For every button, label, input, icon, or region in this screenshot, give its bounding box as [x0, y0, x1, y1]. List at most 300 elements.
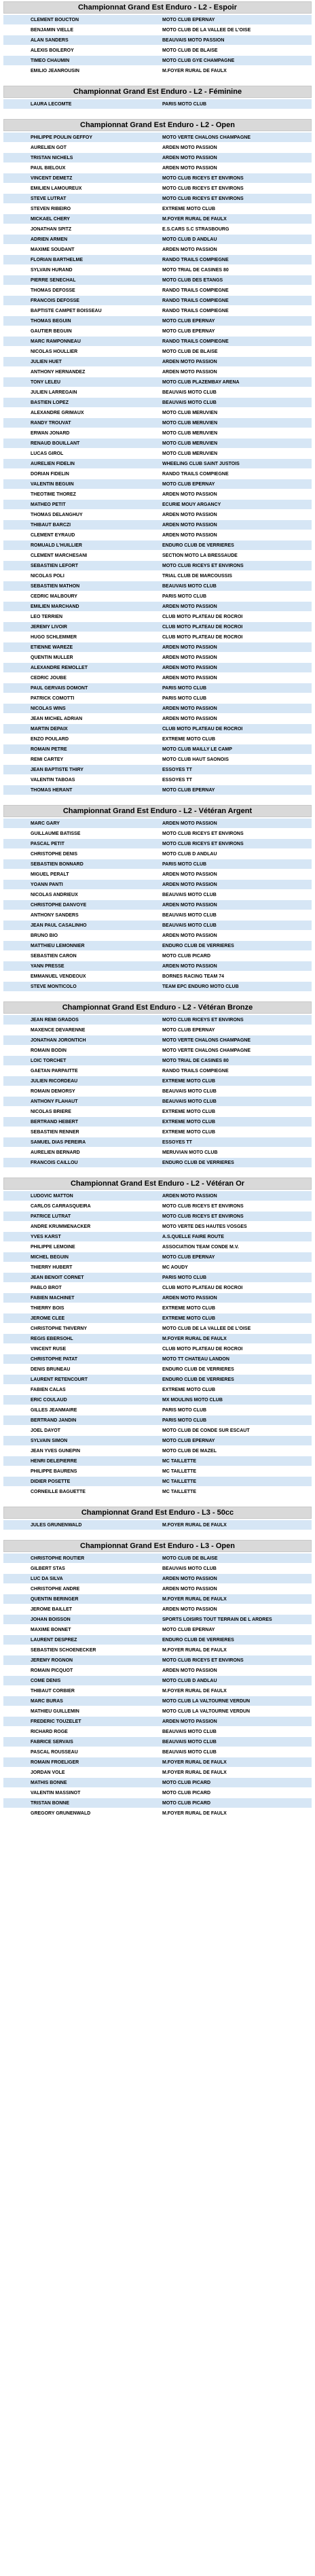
club-name: BEAUVAIS MOTO CLUB [160, 398, 312, 407]
table-row [3, 1242, 312, 1252]
bib-number [3, 428, 28, 438]
club-name: ARDEN MOTO PASSION [160, 530, 312, 540]
table-row [3, 530, 312, 540]
bib-number [3, 1584, 28, 1594]
table-row [3, 1625, 312, 1634]
bib-number [3, 530, 28, 540]
table-row [3, 1584, 312, 1594]
club-name: MC TAILLETTE [160, 1466, 312, 1476]
rider-name: MAXIME BONNET [28, 1625, 160, 1634]
bib-number [3, 1046, 28, 1055]
rider-name: BASTIEN LOPEZ [28, 398, 160, 407]
results-table [3, 1190, 312, 1497]
club-name: M.FOYER RURAL DE FAULX [160, 1334, 312, 1343]
table-row [3, 306, 312, 315]
rider-name: AURELIEN BERNARD [28, 1148, 160, 1157]
club-name: EXTREME MOTO CLUB [160, 1076, 312, 1086]
club-name: PARIS MOTO CLUB [160, 693, 312, 703]
club-name: MOTO CLUB RICEYS ET ENVIRONS [160, 839, 312, 848]
rider-name: MATHIS BONNE [28, 1778, 160, 1787]
rider-name: EMMANUEL VENDEOUX [28, 972, 160, 981]
rider-name: SYLVAIN SIMON [28, 1436, 160, 1445]
bib-number [3, 775, 28, 785]
club-name: MOTO CLUB DE BLAISE [160, 347, 312, 356]
table-row [3, 66, 312, 75]
club-name: ARDEN MOTO PASSION [160, 1604, 312, 1614]
table-row [3, 439, 312, 448]
bib-number [3, 1655, 28, 1665]
club-name: A.S.QUELLE FAIRE ROUTE [160, 1232, 312, 1241]
rider-name: LAURENT DESPREZ [28, 1635, 160, 1645]
rider-name: JULES GRUNENWALD [28, 1520, 160, 1530]
rider-name: STEVE MONTICOLO [28, 982, 160, 991]
rider-name: PABLO BROT [28, 1283, 160, 1292]
rider-name: JEAN YVES GUNEPIN [28, 1446, 160, 1456]
club-name: MOTO CLUB DE LA VALLEE DE L'OISE [160, 25, 312, 35]
rider-name: VALENTIN TABOAS [28, 775, 160, 785]
bib-number [3, 265, 28, 275]
table-row [3, 184, 312, 193]
table-row [3, 1273, 312, 1282]
club-name: EXTREME MOTO CLUB [160, 1303, 312, 1313]
club-name: MOTO CLUB EPERNAY [160, 1625, 312, 1634]
club-name: ARDEN MOTO PASSION [160, 1574, 312, 1583]
bib-number [3, 941, 28, 950]
table-row [3, 1574, 312, 1583]
rider-name: NICOLAS POLI [28, 571, 160, 581]
bib-number [3, 612, 28, 621]
table-row [3, 1066, 312, 1076]
table-row [3, 870, 312, 879]
table-row [3, 1313, 312, 1323]
rider-name: ANTHONY FLAHAUT [28, 1097, 160, 1106]
bib-number [3, 1737, 28, 1747]
bib-number [3, 1645, 28, 1655]
bib-number [3, 1344, 28, 1354]
table-row [3, 1222, 312, 1231]
rider-name: THIERRY HUBERT [28, 1263, 160, 1272]
table-row [3, 1334, 312, 1343]
table-row [3, 1477, 312, 1486]
table-row [3, 1201, 312, 1211]
table-row [3, 163, 312, 173]
rider-name: GUILLAUME BATISSE [28, 829, 160, 838]
club-name: MOTO CLUB LA VALTOURNE VERDUN [160, 1696, 312, 1706]
bib-number [3, 1107, 28, 1116]
club-name: M.FOYER RURAL DE FAULX [160, 1594, 312, 1604]
club-name: MOTO CLUB RICEYS ET ENVIRONS [160, 1655, 312, 1665]
bib-number [3, 591, 28, 601]
results-table [3, 1014, 312, 1168]
club-name: ARDEN MOTO PASSION [160, 931, 312, 940]
bib-number [3, 951, 28, 961]
club-name: MOTO VERTE CHALONS CHAMPAGNE [160, 133, 312, 142]
bib-number [3, 204, 28, 213]
rider-name: JEAN REMI GRADOS [28, 1015, 160, 1025]
club-name: ARDEN MOTO PASSION [160, 510, 312, 519]
table-row [3, 1097, 312, 1106]
table-row [3, 1676, 312, 1685]
rider-name: MARTIN DEPAIX [28, 724, 160, 734]
rider-name: ROMUALD L'HUILLIER [28, 540, 160, 550]
club-name: MOTO CLUB RICEYS ET ENVIRONS [160, 829, 312, 838]
bib-number [3, 1564, 28, 1573]
rider-name: LOIC TORCHET [28, 1056, 160, 1065]
table-row [3, 1594, 312, 1604]
club-name: M.FOYER RURAL DE FAULX [160, 1808, 312, 1818]
club-name: ARDEN MOTO PASSION [160, 490, 312, 499]
bib-number [3, 194, 28, 203]
club-name: MOTO CLUB MERUVIEN [160, 408, 312, 417]
rider-name: DIDIER POSETTE [28, 1477, 160, 1486]
club-name: MOTO CLUB RICEYS ET ENVIRONS [160, 173, 312, 183]
club-name: MOTO CLUB MERUVIEN [160, 428, 312, 438]
rider-name: MICHEL BEGUIN [28, 1252, 160, 1262]
category-title: Championnat Grand Est Enduro - L2 - Vétéran Or [3, 1178, 312, 1190]
club-name: BEAUVAIS MOTO CLUB [160, 1737, 312, 1747]
club-name: BEAUVAIS MOTO CLUB [160, 1086, 312, 1096]
club-name: MC TAILLETTE [160, 1456, 312, 1466]
rider-name: FRANCOIS CAILLOU [28, 1158, 160, 1167]
rider-name: CHRISTOPHE DANVOYE [28, 900, 160, 910]
rider-name: SEBASTIEN BONNARD [28, 859, 160, 869]
rider-name: SEBASTIEN MATHON [28, 581, 160, 591]
club-name: PARIS MOTO CLUB [160, 1405, 312, 1415]
table-row [3, 357, 312, 366]
rider-name: THOMAS DELANGHUY [28, 510, 160, 519]
club-name: ARDEN MOTO PASSION [160, 357, 312, 366]
table-row [3, 398, 312, 407]
bib-number [3, 56, 28, 65]
bib-number [3, 1696, 28, 1706]
club-name: ARDEN MOTO PASSION [160, 900, 312, 910]
bib-number [3, 632, 28, 642]
club-name: EXTREME MOTO CLUB [160, 734, 312, 744]
rider-name: CEDRIC JOUBE [28, 673, 160, 683]
club-name: M.FOYER RURAL DE FAULX [160, 1757, 312, 1767]
bib-number [3, 347, 28, 356]
club-name: ASSOCIATION TEAM CONDE M.V. [160, 1242, 312, 1252]
club-name: MOTO CLUB PICARD [160, 1798, 312, 1808]
table-row [3, 1395, 312, 1405]
rider-name: HUGO SCHLEMMER [28, 632, 160, 642]
bib-number [3, 1086, 28, 1096]
club-name: ARDEN MOTO PASSION [160, 245, 312, 254]
bib-number [3, 1127, 28, 1137]
table-row [3, 1283, 312, 1292]
rider-name: JORDAN VOLE [28, 1768, 160, 1777]
table-row [3, 1354, 312, 1364]
rider-name: CLEMENT EYRAUD [28, 530, 160, 540]
club-name: ARDEN MOTO PASSION [160, 520, 312, 530]
rider-name: GILBERT STAS [28, 1564, 160, 1573]
table-row [3, 1466, 312, 1476]
table-row [3, 1385, 312, 1394]
rider-name: STEVE LUTRAT [28, 194, 160, 203]
rider-name: GAETAN PARPAITTE [28, 1066, 160, 1076]
table-row [3, 449, 312, 458]
rider-name: THIBAUT CORBIER [28, 1686, 160, 1696]
table-row [3, 1117, 312, 1127]
bib-number [3, 1706, 28, 1716]
bib-number [3, 765, 28, 774]
club-name: MOTO CLUB DE LA VALLEE DE L'OISE [160, 1324, 312, 1333]
table-row [3, 693, 312, 703]
rider-name: RENAUD BOUILLANT [28, 439, 160, 448]
club-name: ARDEN MOTO PASSION [160, 1666, 312, 1675]
club-name: ENDURO CLUB DE VERRIERES [160, 1375, 312, 1384]
table-row [3, 1293, 312, 1303]
bib-number [3, 1313, 28, 1323]
bib-number [3, 1415, 28, 1425]
table-row [3, 337, 312, 346]
bib-number [3, 1487, 28, 1496]
bib-number [3, 1727, 28, 1736]
table-row [3, 829, 312, 838]
results-table [3, 14, 312, 76]
table-row [3, 367, 312, 377]
bib-number [3, 337, 28, 346]
table-row [3, 1415, 312, 1425]
rider-name: SEBASTIEN RENNER [28, 1127, 160, 1137]
bib-number [3, 1385, 28, 1394]
rider-name: JULIEN LARREGAIN [28, 388, 160, 397]
bib-number [3, 1212, 28, 1221]
bib-number [3, 1594, 28, 1604]
bib-number [3, 910, 28, 920]
table-row [3, 1666, 312, 1675]
rider-name: CHRISTOPHE THIVERNY [28, 1324, 160, 1333]
club-name: MOTO CLUB PICARD [160, 1778, 312, 1787]
rider-name: BAPTISTE CAMPET BOISSEAU [28, 306, 160, 315]
table-row [3, 15, 312, 24]
bib-number [3, 1676, 28, 1685]
bib-number [3, 1066, 28, 1076]
club-name: BEAUVAIS MOTO CLUB [160, 388, 312, 397]
club-name: MOTO CLUB DE BLAISE [160, 46, 312, 55]
club-name: ARDEN MOTO PASSION [160, 143, 312, 152]
club-name: ARDEN MOTO PASSION [160, 602, 312, 611]
table-row [3, 921, 312, 930]
bib-number [3, 1334, 28, 1343]
bib-number [3, 683, 28, 693]
table-row [3, 819, 312, 828]
table-row [3, 133, 312, 142]
bib-number [3, 1788, 28, 1798]
bib-number [3, 275, 28, 285]
club-name: ENDURO CLUB DE VERRIERES [160, 1364, 312, 1374]
rider-name: VALENTIN MASSINOT [28, 1788, 160, 1798]
table-row [3, 1768, 312, 1777]
table-row [3, 510, 312, 519]
bib-number [3, 1520, 28, 1530]
rider-name: PHILIPPE BAURENS [28, 1466, 160, 1476]
category-section [3, 1507, 312, 1530]
rider-name: PATRICK COMOTTI [28, 693, 160, 703]
club-name: M.FOYER RURAL DE FAULX [160, 214, 312, 224]
table-row [3, 1706, 312, 1716]
club-name: ESSOYES TT [160, 1137, 312, 1147]
bib-number [3, 849, 28, 859]
rider-name: GAUTIER BEGUIN [28, 326, 160, 336]
table-row [3, 551, 312, 560]
rider-name: TRISTAN NICHELS [28, 153, 160, 162]
table-row [3, 194, 312, 203]
rider-name: RICHARD ROGE [28, 1727, 160, 1736]
club-name: MOTO TT CHATEAU LANDON [160, 1354, 312, 1364]
bib-number [3, 46, 28, 55]
table-row [3, 744, 312, 754]
club-name: PARIS MOTO CLUB [160, 1415, 312, 1425]
rider-name: SEBASTIEN CARON [28, 951, 160, 961]
table-row [3, 316, 312, 326]
rider-name: PAUL BIELOUX [28, 163, 160, 173]
club-name: ENDURO CLUB DE VERRIERES [160, 1635, 312, 1645]
bib-number [3, 673, 28, 683]
rider-name: ROMAIN PICQUOT [28, 1666, 160, 1675]
rider-name: FABIEN CALAS [28, 1385, 160, 1394]
table-row [3, 931, 312, 940]
club-name: MOTO CLUB EPERNAY [160, 15, 312, 24]
bib-number [3, 571, 28, 581]
table-row [3, 1446, 312, 1456]
club-name: BEAUVAIS MOTO CLUB [160, 581, 312, 591]
bib-number [3, 839, 28, 848]
club-name: MOTO CLUB DE BLAISE [160, 1553, 312, 1563]
rider-name: THIBAUT BARCZI [28, 520, 160, 530]
rider-name: JULIEN RICORDEAU [28, 1076, 160, 1086]
club-name: PARIS MOTO CLUB [160, 591, 312, 601]
club-name: MOTO VERTE DES HAUTES VOSGES [160, 1222, 312, 1231]
bib-number [3, 1436, 28, 1445]
bib-number [3, 184, 28, 193]
bib-number [3, 581, 28, 591]
bib-number [3, 755, 28, 764]
club-name: RANDO TRAILS COMPIEGNE [160, 286, 312, 295]
table-row [3, 1520, 312, 1530]
bib-number [3, 1798, 28, 1808]
rider-name: LUC DA SILVA [28, 1574, 160, 1583]
bib-number [3, 1242, 28, 1252]
bib-number [3, 1426, 28, 1435]
bib-number [3, 1303, 28, 1313]
club-name: MOTO TRIAL DE CASINES 80 [160, 1056, 312, 1065]
club-name: MOTO CLUB RICEYS ET ENVIRONS [160, 194, 312, 203]
bib-number [3, 99, 28, 109]
rider-name: JEROME BAILLET [28, 1604, 160, 1614]
category-title: Championnat Grand Est Enduro - L2 - Vétéran Argent [3, 805, 312, 817]
rider-name: BERTRAND JANDIN [28, 1415, 160, 1425]
rider-name: FREDERIC TOUZELET [28, 1717, 160, 1726]
rider-name: MAXIME SOUDANT [28, 245, 160, 254]
category-section [3, 86, 312, 109]
rider-name: THOMAS BEGUIN [28, 316, 160, 326]
bib-number [3, 1553, 28, 1563]
table-row [3, 602, 312, 611]
table-row [3, 1263, 312, 1272]
category-title: Championnat Grand Est Enduro - L2 - Vétéran Bronze [3, 1001, 312, 1014]
bib-number [3, 972, 28, 981]
rider-name: CARLOS CARRASQUEIRA [28, 1201, 160, 1211]
club-name: MOTO CLUB MAILLY LE CAMP [160, 744, 312, 754]
bib-number [3, 663, 28, 672]
table-row [3, 561, 312, 570]
results-table [3, 1519, 312, 1530]
rider-name: CORNEILLE BAGUETTE [28, 1487, 160, 1496]
bib-number [3, 388, 28, 397]
rider-name: NICOLAS ANDRIEUX [28, 890, 160, 899]
bib-number [3, 900, 28, 910]
bib-number [3, 1635, 28, 1645]
rider-name: ROMAIN DEMORSY [28, 1086, 160, 1096]
club-name: BEAUVAIS MOTO CLUB [160, 890, 312, 899]
table-row [3, 275, 312, 285]
table-row [3, 961, 312, 971]
table-row [3, 428, 312, 438]
bib-number [3, 1778, 28, 1787]
bib-number [3, 982, 28, 991]
category-section [3, 119, 312, 795]
bib-number [3, 1324, 28, 1333]
table-row [3, 1655, 312, 1665]
rider-name: LUCAS GIROL [28, 449, 160, 458]
bib-number [3, 1466, 28, 1476]
rider-name: JEAN MICHEL ADRIAN [28, 714, 160, 723]
table-row [3, 839, 312, 848]
table-row [3, 1252, 312, 1262]
rider-name: JOEL DAYOT [28, 1426, 160, 1435]
rider-name: PHILIPPE POULIN GEFFOY [28, 133, 160, 142]
rider-name: EMILIEN MARCHAND [28, 602, 160, 611]
bib-number [3, 1263, 28, 1272]
club-name: BEAUVAIS MOTO CLUB [160, 921, 312, 930]
bib-number [3, 1686, 28, 1696]
club-name: MOTO CLUB EPERNAY [160, 785, 312, 795]
bib-number [3, 1625, 28, 1634]
rider-name: ANDRE KRUMMENACKER [28, 1222, 160, 1231]
rider-name: YANN PRESSE [28, 961, 160, 971]
club-name: TEAM EPC ENDURO MOTO CLUB [160, 982, 312, 991]
club-name: EXTREME MOTO CLUB [160, 1117, 312, 1127]
rider-name: AURELIEN FIDELIN [28, 459, 160, 468]
table-row [3, 683, 312, 693]
rider-name: JONATHAN JORONTICH [28, 1035, 160, 1045]
club-name: MOTO CLUB EPERNAY [160, 326, 312, 336]
table-row [3, 1426, 312, 1435]
table-row [3, 1324, 312, 1333]
club-name: MX MOULINS MOTO CLUB [160, 1395, 312, 1405]
club-name: MOTO CLUB RICEYS ET ENVIRONS [160, 184, 312, 193]
table-row [3, 1487, 312, 1496]
table-row [3, 1436, 312, 1445]
rider-name: MARC GARY [28, 819, 160, 828]
bib-number [3, 931, 28, 940]
club-name: CLUB MOTO PLATEAU DE ROCROI [160, 632, 312, 642]
rider-name: MAXENCE DEVARENNE [28, 1025, 160, 1035]
bib-number [3, 1283, 28, 1292]
rider-name: RANDY TROUVAT [28, 418, 160, 428]
club-name: MOTO CLUB DES ETANGS [160, 275, 312, 285]
rider-name: CHRISTOPHE ANDRE [28, 1584, 160, 1594]
bib-number [3, 143, 28, 152]
bib-number [3, 1375, 28, 1384]
bib-number [3, 15, 28, 24]
bib-number [3, 1097, 28, 1106]
category-section [3, 1178, 312, 1497]
club-name: CLUB MOTO PLATEAU DE ROCROI [160, 1344, 312, 1354]
club-name: MOTO CLUB RICEYS ET ENVIRONS [160, 1212, 312, 1221]
rider-name: STEVEN RIBEIRO [28, 204, 160, 213]
